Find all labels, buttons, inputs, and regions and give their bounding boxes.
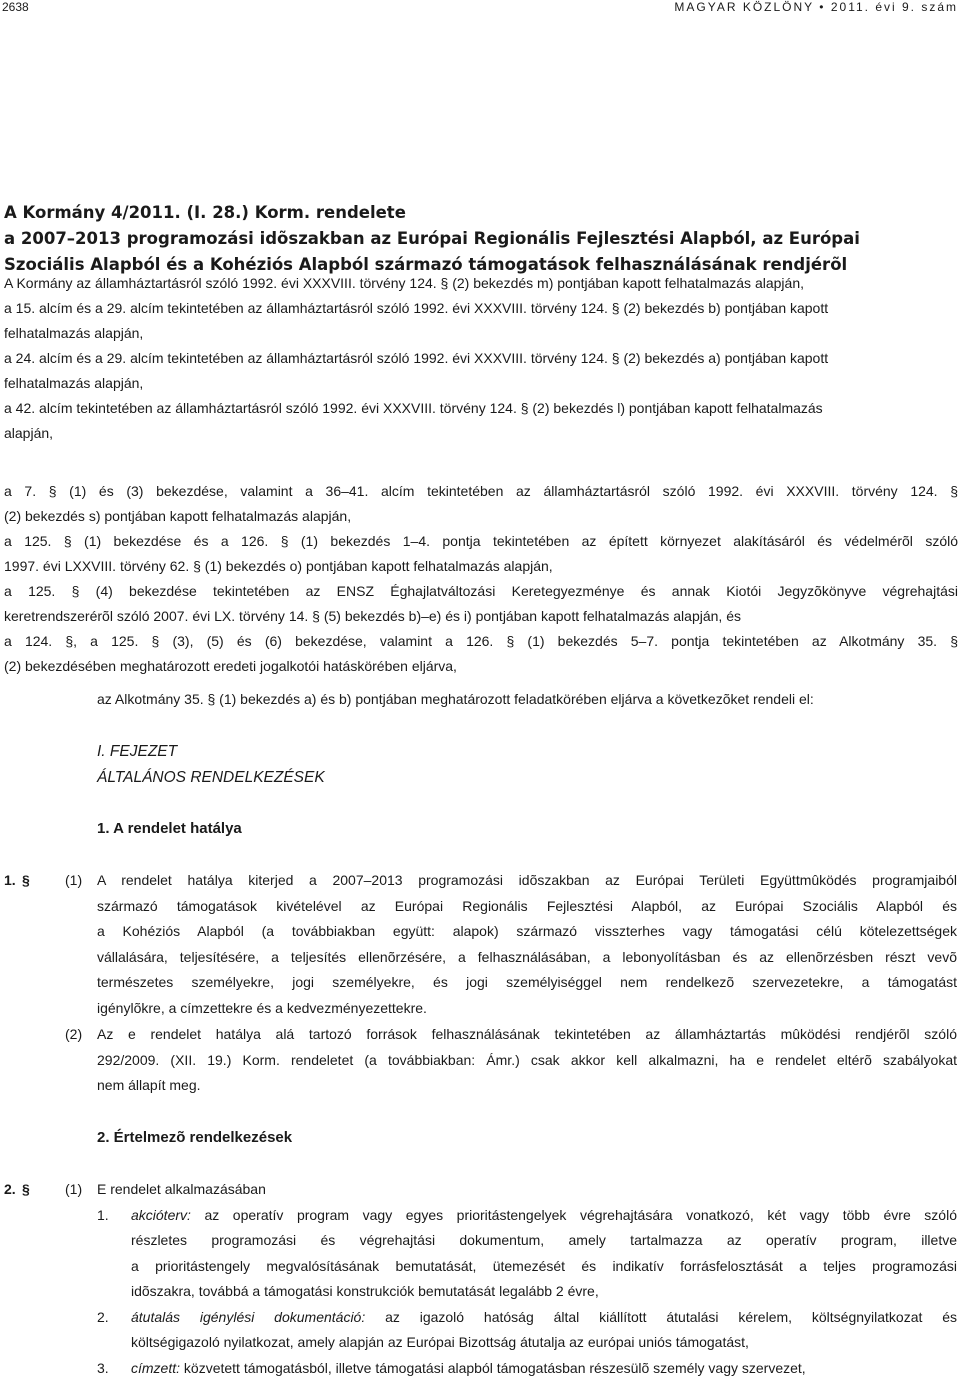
preamble-line: felhatalmazás alapján,: [4, 325, 144, 341]
preamble-line: a 15. alcím és a 29. alcím tekintetében az államháztartásról szóló 1992. évi XXXVIII. törvény 124. § (2) bekezdés b) pontjában kapott: [4, 300, 829, 316]
section-heading: 1. A rendelet hatálya: [97, 820, 242, 837]
preamble-line: a 125. § (4) bekezdése tekintetében az ENSZ Éghajlatváltozási Keretegyezménye és annak Kiotói Jegyzõkönyve végrehajtási: [4, 583, 958, 599]
text-line: A rendelet hatálya kiterjed a 2007–2013 programozási idõszakban az Európai Területi Együttmûködés programjaiból: [97, 872, 957, 888]
subsection-text: [97, 868, 957, 1021]
preamble-line: a 7. § (1) és (3) bekezdése, valamint a 36–41. alcím tekintetében az államháztartásról szóló 1992. évi XXXVIII. törvény 124. §: [4, 483, 958, 499]
text-line: 292/2009. (XII. 19.) Korm. rendeletet (a továbbiakban: Ámr.) csak akkor kell alkalmazni, ha e rendelet eltérõ szabályokat: [97, 1051, 957, 1068]
subsection-label: (2): [65, 1026, 83, 1042]
text-line: származó támogatások kivételével az Európai Regionális Fejlesztési Alapból, az Európai Szociális Alapból és: [97, 897, 957, 914]
title-line: a 2007–2013 programozási idõszakban az Európai Regionális Fejlesztési Alapból, az Európai: [4, 229, 860, 248]
preamble-line: a 42. alcím tekintetében az államháztartásról szóló 1992. évi XXXVIII. törvény 124. § (2) bekezdés l) pontjában kapott felhatalmazás: [4, 400, 823, 416]
chapter-number: I. FEJEZET: [97, 743, 178, 760]
preamble-line: (2) bekezdésében meghatározott eredeti jogalkotói hatáskörében eljárva,: [4, 658, 457, 674]
preamble-line: a 125. § (1) bekezdése és a 126. § (1) bekezdés 1–4. pontja tekintetében az épített környezet alakításáról és védelmérõl szóló: [4, 533, 958, 549]
chapter-title: ÁLTALÁNOS RENDELKEZÉSEK: [97, 769, 325, 786]
title-line: A Kormány 4/2011. (I. 28.) Korm. rendelete: [4, 203, 406, 222]
page-number: 2638: [2, 0, 29, 14]
decree-title: [4, 200, 954, 278]
text-line: a prioritástengely megvalósításának bemutatását, ütemezését és indikatív forrásfelosztását a teljes programozási: [131, 1257, 957, 1274]
preamble-line: felhatalmazás alapján,: [4, 375, 144, 391]
section-heading: 2. Értelmezõ rendelkezések: [97, 1129, 293, 1146]
definition-item: [131, 1203, 957, 1305]
subsection-label: (1): [65, 872, 83, 888]
preamble-justified: [4, 479, 958, 679]
item-number: 2.: [97, 1308, 109, 1325]
subsection-intro: E rendelet alkalmazásában: [97, 1181, 266, 1197]
text-line: Az e rendelet hatálya alá tartozó források felhasználásának tekintetében az államháztartás mûködési rendjérõl szóló: [97, 1026, 957, 1042]
defined-term: akcióterv:: [131, 1206, 191, 1223]
text-line: nem állapít meg.: [97, 1077, 201, 1093]
paragraph-1: [0, 868, 960, 1098]
text-line: természetes személyekre, jogi személyekre, és jogi személyiséggel nem rendelkezõ szervezetekre, a támogatást: [97, 974, 957, 990]
definition-text: közvetett támogatásból, illetve támogatási alapból támogatásban részesülõ személy vagy szervezet,: [180, 1359, 806, 1376]
definition-item: [131, 1356, 957, 1382]
page-header: [0, 0, 960, 14]
title-line: Szociális Alapból és a Kohéziós Alapból származó támogatások felhasználásának rendjérõl: [4, 255, 848, 274]
preamble-line: 1997. évi LXXVIII. törvény 62. § (1) bekezdés o) pontjában kapott felhatalmazás alapján,: [4, 558, 553, 574]
text-line: a Kohéziós Alapból (a továbbiakban együtt: alapok) származó visszterhes vagy támogatási célú kötelezettségek: [97, 923, 957, 939]
item-number: 1.: [97, 1206, 109, 1223]
definition-text: az operatív program vagy egyes prioritástengelyek végrehajtására vonatkozó, két vagy több évre szóló: [190, 1206, 957, 1223]
preamble-line: a 24. alcím és a 29. alcím tekintetében az államháztartásról szóló 1992. évi XXXVIII. törvény 124. § (2) bekezdés a) pontjában kapott: [4, 350, 829, 366]
subsection-label: (1): [65, 1181, 83, 1197]
subsection-text: [97, 1022, 957, 1099]
text-line: vállalására, teljesítésére, a teljesítés ellenõrzésére, a felhasználásában, a lebonyolításban és az ellenõrzésben részt vevõ: [97, 948, 957, 965]
definition-item: [131, 1305, 957, 1356]
paragraph-number: 1.: [4, 872, 16, 888]
text-line: részletes programozási és végrehajtási dokumentum, amely tartalmazza az operatív program, illetve: [131, 1232, 957, 1248]
section-sign: §: [22, 872, 30, 888]
preamble: [4, 271, 958, 446]
preamble-line: alapján,: [4, 425, 54, 441]
preamble-line: (2) bekezdés s) pontjában kapott felhatalmazás alapján,: [4, 508, 352, 524]
paragraph-2: [0, 1177, 960, 1383]
paragraph-number: 2.: [4, 1181, 16, 1197]
preamble-closing: az Alkotmány 35. § (1) bekezdés a) és b) pontjában meghatározott feladatkörében eljárva a következõket rendeli el:: [97, 691, 814, 707]
preamble-line: a 124. §, a 125. § (3), (5) és (6) bekezdése, valamint a 126. § (1) bekezdés 5–7. pontja tekintetében az Alkotmány 35. §: [4, 633, 958, 649]
text-line: költségigazoló nyilatkozat, amely alapján az Európai Bizottság átutalja az európai uniós támogatást,: [131, 1334, 749, 1350]
item-number: 3.: [97, 1359, 109, 1376]
preamble-line: keretrendszerérõl szóló 2007. évi LX. törvény 14. § (5) bekezdés b)–e) és i) pontjában kapott felhatalmazás alapján, és: [4, 608, 741, 624]
definition-text: az igazoló hatóság által kiállított átutalási kérelem, költségnyilatkozat és: [365, 1308, 958, 1325]
text-line: igénylõkre, a címzettekre és a kedvezményezettekre.: [97, 999, 427, 1016]
preamble-line: A Kormány az államháztartásról szóló 1992. évi XXXVIII. törvény 124. § (2) bekezdés m) pontjában kapott felhatalmazás alapján,: [4, 275, 804, 291]
defined-term: átutalás igénylési dokumentáció:: [131, 1308, 366, 1325]
text-line: idõszakra, továbbá a támogatási konstrukciók bemutatását legalább 2 évre,: [131, 1283, 599, 1299]
defined-term: címzett:: [131, 1359, 181, 1376]
running-head: MAGYAR KÖZLÖNY • 2011. évi 9. szám: [674, 0, 958, 14]
section-sign: §: [22, 1181, 30, 1197]
chapter-heading: [97, 739, 325, 791]
